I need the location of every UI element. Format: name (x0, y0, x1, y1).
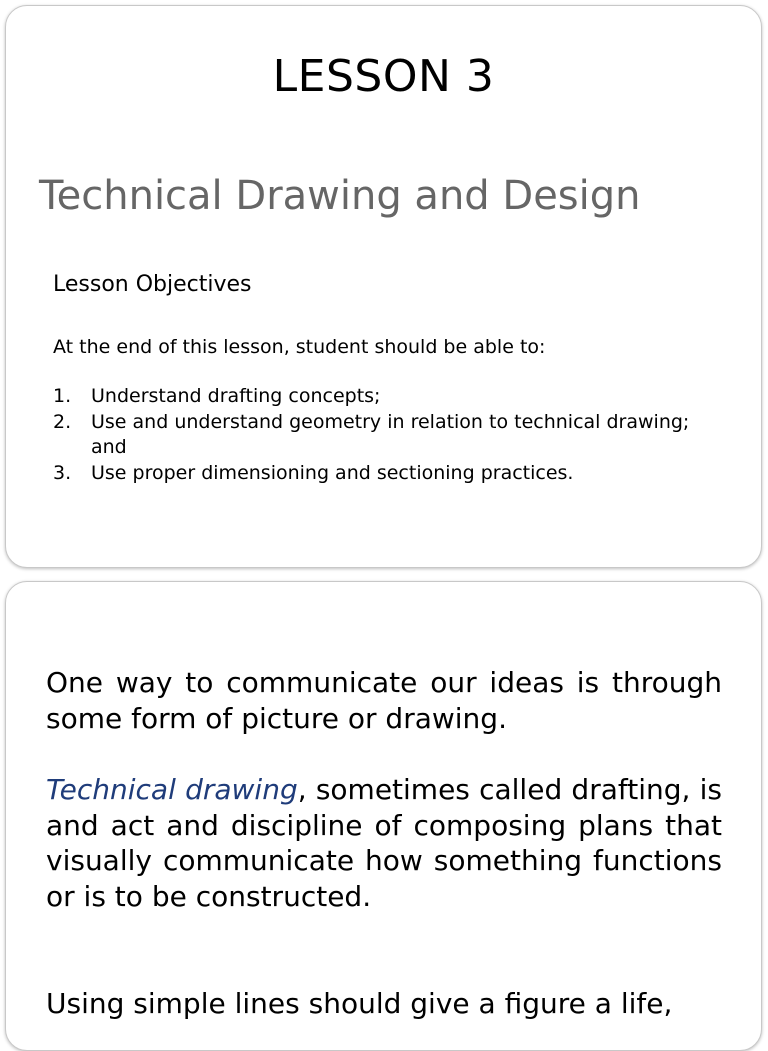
objective-item (53, 410, 693, 461)
objective-text: Use and understand geometry in relation to technical drawing; and (91, 410, 690, 458)
slide-2 (5, 581, 762, 1051)
paragraph-simple-lines: Using simple lines should give a figure a life, (46, 987, 673, 1020)
course-title: Technical Drawing and Design (39, 173, 641, 219)
slide-1 (5, 5, 762, 568)
objectives-list (53, 384, 693, 486)
paragraph-communicate-ideas: One way to communicate our ideas is through some form of picture or drawing. (46, 666, 722, 735)
paragraph-technical-drawing (46, 772, 722, 914)
technical-drawing-term: Technical drawing (46, 773, 298, 806)
objectives-heading: Lesson Objectives (53, 272, 252, 297)
objective-item (53, 461, 693, 487)
objective-number: 2. (53, 410, 72, 433)
objective-number: 3. (53, 461, 72, 484)
objective-text: Understand drafting concepts; (91, 385, 381, 407)
objective-number: 1. (53, 385, 72, 407)
objective-text: Use proper dimensioning and sectioning practices. (91, 461, 574, 484)
lesson-title: LESSON 3 (272, 51, 495, 102)
objective-item (53, 384, 693, 410)
objectives-intro: At the end of this lesson, student should be able to: (53, 336, 546, 358)
technical-drawing-definition: , sometimes called drafting, is and act and discipline of composing plans that visually communicate how something functions or is to be constructed. (46, 773, 722, 913)
